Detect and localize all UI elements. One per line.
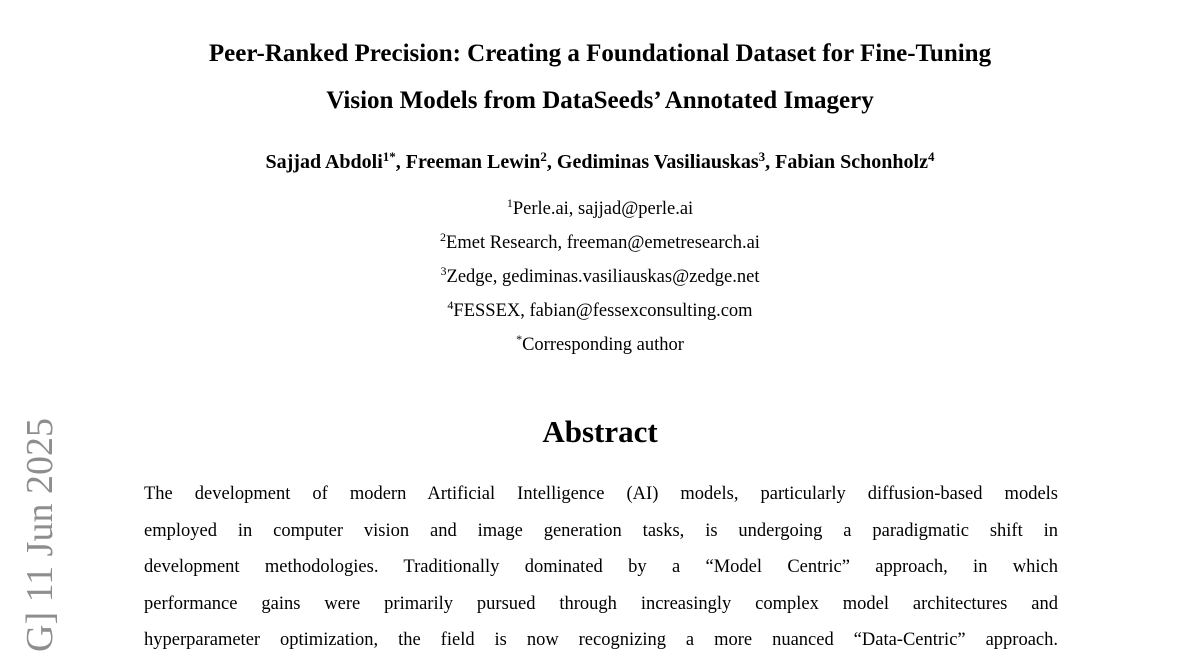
affiliation-text: Zedge, gediminas.vasiliauskas@zedge.net [446, 267, 760, 287]
author-name: Fabian Schonholz [775, 151, 928, 173]
affiliation-item [0, 229, 1200, 263]
author-name: Gediminas Vasiliauskas [556, 151, 759, 173]
affiliation-mark: 2 [440, 230, 447, 244]
arxiv-side-stamp [18, 390, 98, 660]
affiliation-text: Emet Research, freeman@emetresearch.ai [446, 233, 760, 253]
affiliation-item [0, 331, 1200, 365]
affiliation-mark: 4 [447, 298, 454, 312]
author-list [0, 148, 1200, 176]
affiliation-mark: 1 [506, 196, 513, 210]
abstract-line: performance gains were primarily pursued through increasingly complex model architectures and [144, 593, 1058, 614]
abstract-line: The development of modern Artificial Intelligence (AI) models, particularly diffusion-based models [144, 484, 1058, 504]
abstract-body [144, 479, 1058, 662]
author-separator: , [546, 151, 557, 173]
affiliation-mark: 3 [440, 264, 447, 278]
abstract-line: development methodologies. Traditionally dominated by a “Model Centric” approach, in which [144, 557, 1058, 577]
affiliation-mark: * [516, 332, 523, 346]
affiliation-text: Corresponding author [522, 335, 684, 355]
affiliation-list [0, 195, 1200, 365]
abstract-line: employed in computer vision and image generation tasks, is undergoing a paradigmatic shift in [144, 520, 1058, 541]
affiliation-item [0, 195, 1200, 229]
arxiv-stamp-text: G] 11 Jun 2025 [19, 418, 61, 652]
affiliation-text: FESSEX, fabian@fessexconsulting.com [453, 301, 753, 321]
author-name: Sajjad Abdoli [265, 151, 383, 173]
paper-title-line-1: Peer-Ranked Precision: Creating a Foundational Dataset for Fine-Tuning [208, 40, 992, 67]
paper-title-line-2: Vision Models from DataSeeds’ Annotated Imagery [326, 87, 874, 114]
author-name: Freeman Lewin [405, 151, 541, 173]
author-affiliation-mark: 4 [927, 149, 935, 164]
author-separator: , [765, 151, 776, 173]
abstract-heading: Abstract [542, 414, 658, 449]
affiliation-item [0, 297, 1200, 331]
author-affiliation-mark: 1* [382, 149, 396, 164]
affiliation-text: Perle.ai, sajjad@perle.ai [512, 199, 694, 219]
abstract-line: hyperparameter optimization, the field is now recognizing a more nuanced “Data-Centric” approach. [144, 630, 1058, 650]
affiliation-item [0, 263, 1200, 297]
author-affiliation-mark: 3 [758, 149, 766, 164]
author-separator: , [395, 151, 406, 173]
author-affiliation-mark: 2 [540, 149, 547, 164]
paper-title [0, 30, 1200, 124]
